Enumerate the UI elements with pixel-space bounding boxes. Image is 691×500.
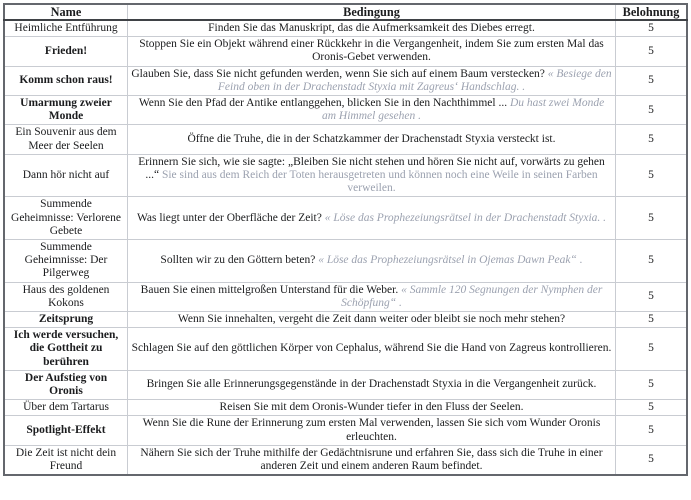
achievement-name: Ein Souvenir aus dem Meer der Seelen	[4, 125, 128, 154]
achievement-condition	[128, 37, 616, 66]
achievement-condition	[128, 370, 616, 399]
achievement-name: Summende Geheimnisse: Verlorene Gebete	[4, 197, 128, 240]
table-row	[4, 445, 687, 475]
condition-segment: Wenn Sie die Rune der Erinnerung zum ersten Mal verwenden, lassen Sie sich vom Wunder Oronis erleuchten.	[142, 417, 601, 443]
achievement-reward: 5	[616, 312, 688, 328]
table-row	[4, 400, 687, 416]
achievement-name: Komm schon raus!	[4, 66, 128, 95]
table-row	[4, 312, 687, 328]
achievement-reward: 5	[616, 416, 688, 445]
achievement-reward: 5	[616, 240, 688, 283]
achievement-condition	[128, 125, 616, 154]
condition-segment: Wenn Sie den Pfad der Antike entlanggehen, blicken Sie in den Nachthimmel ...	[138, 97, 510, 110]
condition-segment: Stoppen Sie ein Objekt während einer Rückkehr in die Vergangenheit, indem Sie zum ersten Mal das Oronis-Gebet verwenden.	[139, 38, 604, 64]
condition-segment: Du hast zwei Monde am Himmel gesehen .	[321, 97, 605, 123]
achievement-condition	[128, 445, 616, 475]
table-row	[4, 37, 687, 66]
achievement-reward: 5	[616, 20, 688, 37]
achievement-condition	[128, 66, 616, 95]
achievement-reward: 5	[616, 37, 688, 66]
table-row	[4, 66, 687, 95]
condition-segment: Sollten wir zu den Göttern beten?	[160, 254, 319, 267]
condition-segment: Bringen Sie alle Erinnerungsgegenstände in der Drachenstadt Styxia in die Vergangenheit zurück.	[146, 378, 597, 391]
condition-segment: Öffne die Truhe, die in der Schatzkammer der Drachenstadt Styxia versteckt ist.	[187, 133, 556, 146]
achievement-name: Frieden!	[4, 37, 128, 66]
condition-segment: « Sammle 120 Segnungen der Nymphen der Schöpfung“ .	[341, 283, 603, 309]
achievements-tbody	[4, 20, 687, 475]
achievement-name: Spotlight-Effekt	[4, 416, 128, 445]
header-name: Name	[4, 4, 128, 20]
table-row	[4, 96, 687, 125]
table-row	[4, 370, 687, 399]
achievements-table	[3, 3, 688, 476]
table-header	[4, 4, 687, 20]
achievement-condition	[128, 416, 616, 445]
achievement-name: Ich werde versuchen, die Gottheit zu berühren	[4, 328, 128, 371]
table-row	[4, 154, 687, 197]
achievement-name: Umarmung zweier Monde	[4, 96, 128, 125]
header-condition: Bedingung	[128, 4, 616, 20]
table-row	[4, 328, 687, 371]
table-row	[4, 197, 687, 240]
achievement-reward: 5	[616, 125, 688, 154]
condition-segment: Wenn Sie innehalten, vergeht die Zeit dann weiter oder bleibt sie noch mehr stehen?	[177, 313, 566, 326]
condition-segment: Sie sind aus dem Reich der Toten herausgetreten und können noch eine Weile in seinen Farben verweilen.	[161, 169, 598, 195]
achievement-name: Haus des goldenen Kokons	[4, 282, 128, 311]
achievement-condition	[128, 96, 616, 125]
condition-segment: Was liegt unter der Oberfläche der Zeit?	[136, 211, 325, 224]
achievement-reward: 5	[616, 328, 688, 371]
achievement-condition	[128, 197, 616, 240]
achievement-name: Der Aufstieg von Oronis	[4, 370, 128, 399]
achievement-reward: 5	[616, 197, 688, 240]
condition-segment: Glauben Sie, dass Sie nicht gefunden werden, wenn Sie sich auf einem Baum verstecken?	[131, 67, 548, 80]
achievement-reward: 5	[616, 370, 688, 399]
achievement-name: Zeitsprung	[4, 312, 128, 328]
table-row	[4, 20, 687, 37]
achievement-condition	[128, 20, 616, 37]
table-row	[4, 416, 687, 445]
achievement-reward: 5	[616, 445, 688, 475]
condition-segment: Nähern Sie sich der Truhe mithilfe der Gedächtnisrune und erfahren Sie, dass sich die Truhe in einer anderen Zeit und einem anderen Raum befindet.	[140, 446, 603, 473]
achievement-name: Summende Geheimnisse: Der Pilgerweg	[4, 240, 128, 283]
header-row	[4, 4, 687, 20]
achievement-condition	[128, 400, 616, 416]
achievement-reward: 5	[616, 66, 688, 95]
achievement-reward: 5	[616, 154, 688, 197]
condition-segment: Erinnern Sie sich, wie sie sagte: „Bleiben Sie nicht stehen und hören Sie nicht auf, vorwärts zu gehen ...“	[138, 155, 605, 182]
condition-segment: Finden Sie das Manuskript, das die Aufmerksamkeit des Diebes erregt.	[208, 22, 535, 34]
table-row	[4, 125, 687, 154]
achievement-reward: 5	[616, 96, 688, 125]
achievement-name: Die Zeit ist nicht dein Freund	[4, 445, 128, 475]
condition-segment: « Besiege den Feind oben in der Drachenstadt Styxia mit Zagreus‘ Handschlag. .	[217, 67, 612, 93]
achievement-name: Dann hör nicht auf	[4, 154, 128, 197]
achievement-name: Heimliche Entführung	[4, 20, 128, 37]
condition-segment: « Löse das Prophezeiungsrätsel in Ojemas Dawn Peak“ .	[318, 254, 583, 267]
condition-segment: Reisen Sie mit dem Oronis-Wunder tiefer in den Fluss der Seelen.	[219, 401, 524, 414]
condition-segment: Bauen Sie einen mittelgroßen Unterstand für die Weber.	[140, 283, 402, 296]
achievement-reward: 5	[616, 400, 688, 416]
condition-segment: Schlagen Sie auf den göttlichen Körper von Cephalus, während Sie die Hand von Zagreus kontrollieren.	[131, 342, 612, 355]
header-reward: Belohnung	[616, 4, 688, 20]
table-row	[4, 240, 687, 283]
achievement-condition	[128, 240, 616, 283]
achievement-reward: 5	[616, 282, 688, 311]
table-row	[4, 282, 687, 311]
achievement-condition	[128, 282, 616, 311]
achievement-condition	[128, 312, 616, 328]
condition-segment: « Löse das Prophezeiungsrätsel in der Drachenstadt Styxia. .	[324, 211, 607, 224]
achievement-condition	[128, 154, 616, 197]
achievement-name: Über dem Tartarus	[4, 400, 128, 416]
achievement-condition	[128, 328, 616, 371]
